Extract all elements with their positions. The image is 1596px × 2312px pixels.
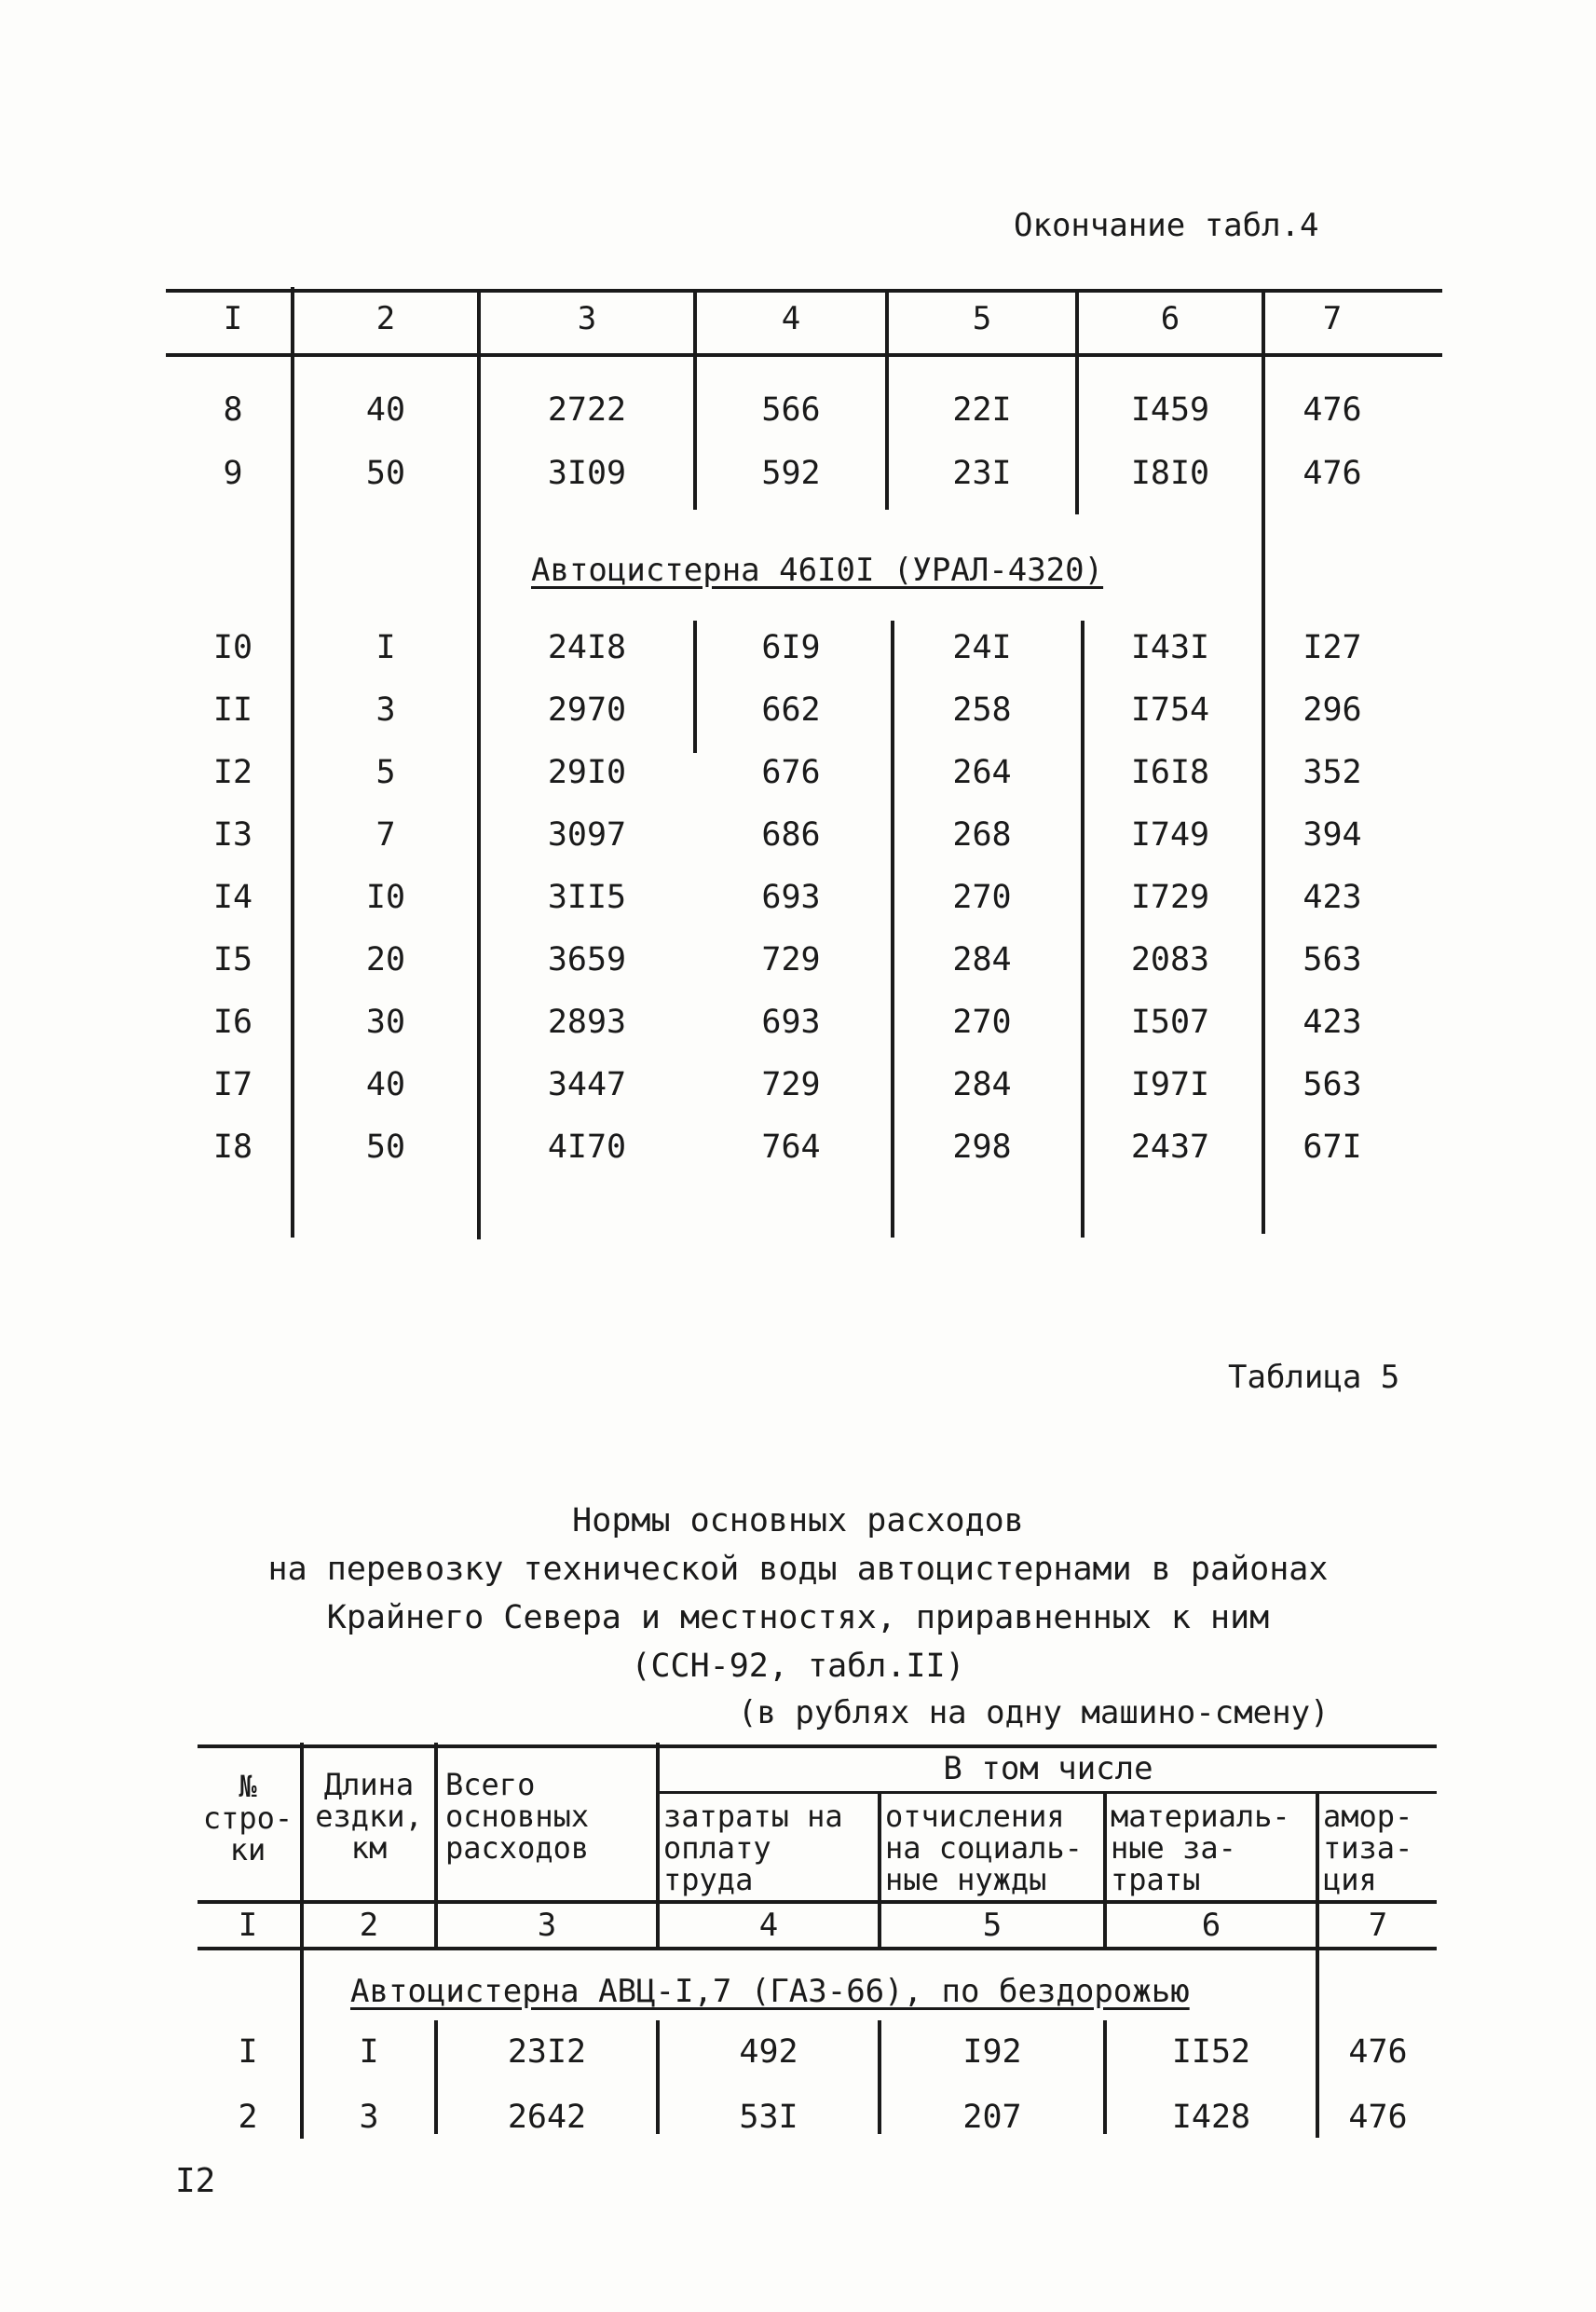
table4-cell: 476: [1303, 455, 1362, 492]
table5-group-rule: [660, 1791, 1437, 1794]
table4-col-header: 4: [781, 300, 801, 337]
table4-cell: 5: [375, 754, 396, 791]
table4-cell: I8I0: [1130, 455, 1210, 492]
table4-cell: 693: [761, 1004, 821, 1041]
table4-cell: 270: [952, 879, 1012, 916]
table4-cell: 676: [761, 754, 821, 791]
table5-cell: I: [238, 2033, 258, 2071]
table5-col-number: 6: [1201, 1907, 1221, 1944]
table4-cell: 423: [1303, 1004, 1362, 1041]
table4-cell: I729: [1130, 879, 1210, 916]
table4-col-header: 3: [577, 300, 597, 337]
table4-vrule: [477, 291, 481, 1239]
table4-cell: 264: [952, 754, 1012, 791]
table4-cell: I97I: [1130, 1066, 1210, 1103]
table4-cell: I7: [212, 1066, 253, 1103]
table4-cell: 67I: [1303, 1129, 1362, 1166]
table4-cell: 296: [1303, 691, 1362, 729]
table4-cell: I6I8: [1130, 754, 1210, 791]
table5-cell: 476: [1348, 2099, 1408, 2136]
table4-cell: 270: [952, 1004, 1012, 1041]
table4-cell: 764: [761, 1129, 821, 1166]
table4-cell: 352: [1303, 754, 1362, 791]
table4-cell: 29I0: [547, 754, 627, 791]
table4-vrule: [1262, 291, 1265, 1234]
table4-cell: 6I9: [761, 629, 821, 666]
table4-cell: 563: [1303, 941, 1362, 978]
table5-title-line: Крайнего Севера и местностях, приравненных к ним: [326, 1599, 1270, 1636]
table4-cell: 3I09: [547, 455, 627, 492]
table4-cell: I6: [212, 1004, 253, 1041]
table4-section-title: Автоцистерна 46I0I (УРАЛ-4320): [531, 552, 1104, 589]
table4-cell: 662: [761, 691, 821, 729]
table4-cell: 686: [761, 816, 821, 854]
table4-cell: 8: [223, 391, 243, 429]
table5-vrule: [1316, 1791, 1319, 2138]
table4-cell: 423: [1303, 879, 1362, 916]
table4-cell: I5: [212, 941, 253, 978]
table4-col-header: 5: [972, 300, 992, 337]
table4-cell: 20: [365, 941, 406, 978]
table5-header-group: В том числе: [943, 1750, 1153, 1787]
table5-header-labor: затраты на оплату труда: [663, 1799, 843, 1897]
table4-cell: I8: [212, 1129, 253, 1166]
table5-numbers-rule: [198, 1947, 1437, 1950]
table4-cell: 23I: [952, 455, 1012, 492]
table4-vrule: [693, 291, 697, 510]
table4-cell: 4I70: [547, 1129, 627, 1166]
table4-cell: I0: [365, 879, 406, 916]
table4-header-rule: [166, 353, 1442, 357]
table4-cell: II: [212, 691, 253, 729]
table4-cell: 3: [375, 691, 396, 729]
table4-cell: 2083: [1130, 941, 1210, 978]
table4-cell: 3II5: [547, 879, 627, 916]
table4-cell: 394: [1303, 816, 1362, 854]
table4-caption: Окончание табл.4: [1014, 207, 1319, 244]
table5-header-row-number: № стро- ки: [202, 1769, 293, 1867]
table5-col-number: 7: [1368, 1907, 1388, 1944]
table5-cell: 476: [1348, 2033, 1408, 2071]
table5-col-number: 3: [537, 1907, 557, 1944]
table4-cell: 284: [952, 1066, 1012, 1103]
table5-header-trip-length: Длина ездки, км: [315, 1767, 423, 1866]
table4-cell: I2: [212, 754, 253, 791]
table4-vrule: [1075, 291, 1079, 514]
table4-vrule: [291, 287, 294, 1238]
table5-col-number: 2: [359, 1907, 379, 1944]
table5-title-line: на перевозку технической воды автоцистернами в районах: [267, 1551, 1329, 1588]
table5-cell: 207: [962, 2099, 1022, 2136]
table5-cell: 3: [359, 2099, 379, 2136]
table4-cell: I: [375, 629, 396, 666]
table4-cell: 2970: [547, 691, 627, 729]
table4-cell: I27: [1303, 629, 1362, 666]
table5-title-line: (ССН-92, табл.II): [631, 1648, 965, 1685]
table5-cell: 2: [238, 2099, 258, 2136]
table4-cell: I507: [1130, 1004, 1210, 1041]
table5-col-number: I: [238, 1907, 258, 1944]
table4-cell: 693: [761, 879, 821, 916]
table5-cell: I: [359, 2033, 379, 2071]
table4-cell: I459: [1130, 391, 1210, 429]
table5-label: Таблица 5: [1228, 1359, 1400, 1396]
table5-cell: I92: [962, 2033, 1022, 2071]
table4-cell: 2893: [547, 1004, 627, 1041]
table4-cell: 592: [761, 455, 821, 492]
table4-cell: 2437: [1130, 1129, 1210, 1166]
table4-cell: 50: [365, 455, 406, 492]
table4-cell: 258: [952, 691, 1012, 729]
table4-cell: I43I: [1130, 629, 1210, 666]
table4-cell: 298: [952, 1129, 1012, 1166]
table4-cell: 7: [375, 816, 396, 854]
table4-cell: I3: [212, 816, 253, 854]
table4-col-header: 6: [1160, 300, 1180, 337]
table4-cell: 476: [1303, 391, 1362, 429]
table5-cell: I428: [1171, 2099, 1251, 2136]
table4-cell: I0: [212, 629, 253, 666]
table4-col-header: 2: [375, 300, 396, 337]
table4-cell: 30: [365, 1004, 406, 1041]
table4-cell: 40: [365, 1066, 406, 1103]
table4-cell: I4: [212, 879, 253, 916]
table5-header-depreciation: амор- тиза- ция: [1323, 1799, 1413, 1897]
table5-col-number: 4: [758, 1907, 779, 1944]
table5-top-rule: [198, 1744, 1437, 1748]
table4-cell: I749: [1130, 816, 1210, 854]
table4-top-rule: [166, 289, 1442, 293]
table5-header-rule: [198, 1900, 1437, 1904]
table5-title-line: Нормы основных расходов: [572, 1502, 1024, 1539]
table5-cell: 492: [739, 2033, 798, 2071]
table4-cell: 3097: [547, 816, 627, 854]
table4-cell: 24I: [952, 629, 1012, 666]
table5-cell: 23I2: [507, 2033, 587, 2071]
table4-cell: 729: [761, 941, 821, 978]
table5-header-total: Всего основных расходов: [445, 1767, 590, 1866]
table4-cell: 566: [761, 391, 821, 429]
table4-vrule: [693, 621, 697, 753]
table4-cell: 284: [952, 941, 1012, 978]
page-number: I2: [175, 2162, 216, 2200]
table4-cell: 563: [1303, 1066, 1362, 1103]
table5-cell: 53I: [739, 2099, 798, 2136]
table4-cell: I754: [1130, 691, 1210, 729]
table5-cell: II52: [1171, 2033, 1251, 2071]
table5-col-number: 5: [982, 1907, 1003, 1944]
table5-section-title: Автоцистерна АВЦ-I,7 (ГАЗ-66), по бездорожью: [350, 1973, 1190, 2010]
table4-col-header: I: [223, 300, 243, 337]
table4-cell: 22I: [952, 391, 1012, 429]
table4-vrule: [885, 291, 889, 510]
table5-cell: 2642: [507, 2099, 587, 2136]
table4-cell: 729: [761, 1066, 821, 1103]
table4-cell: 24I8: [547, 629, 627, 666]
table4-cell: 2722: [547, 391, 627, 429]
table4-cell: 9: [223, 455, 243, 492]
table5-units: (в рублях на одну машино-смену): [738, 1694, 1330, 1731]
table4-col-header: 7: [1322, 300, 1343, 337]
table4-cell: 268: [952, 816, 1012, 854]
table5-header-materials: материаль- ные за- траты: [1111, 1799, 1290, 1897]
table5-header-social: отчисления на социаль- ные нужды: [885, 1799, 1083, 1897]
table4-cell: 3447: [547, 1066, 627, 1103]
table4-cell: 3659: [547, 941, 627, 978]
table4-cell: 40: [365, 391, 406, 429]
table4-cell: 50: [365, 1129, 406, 1166]
